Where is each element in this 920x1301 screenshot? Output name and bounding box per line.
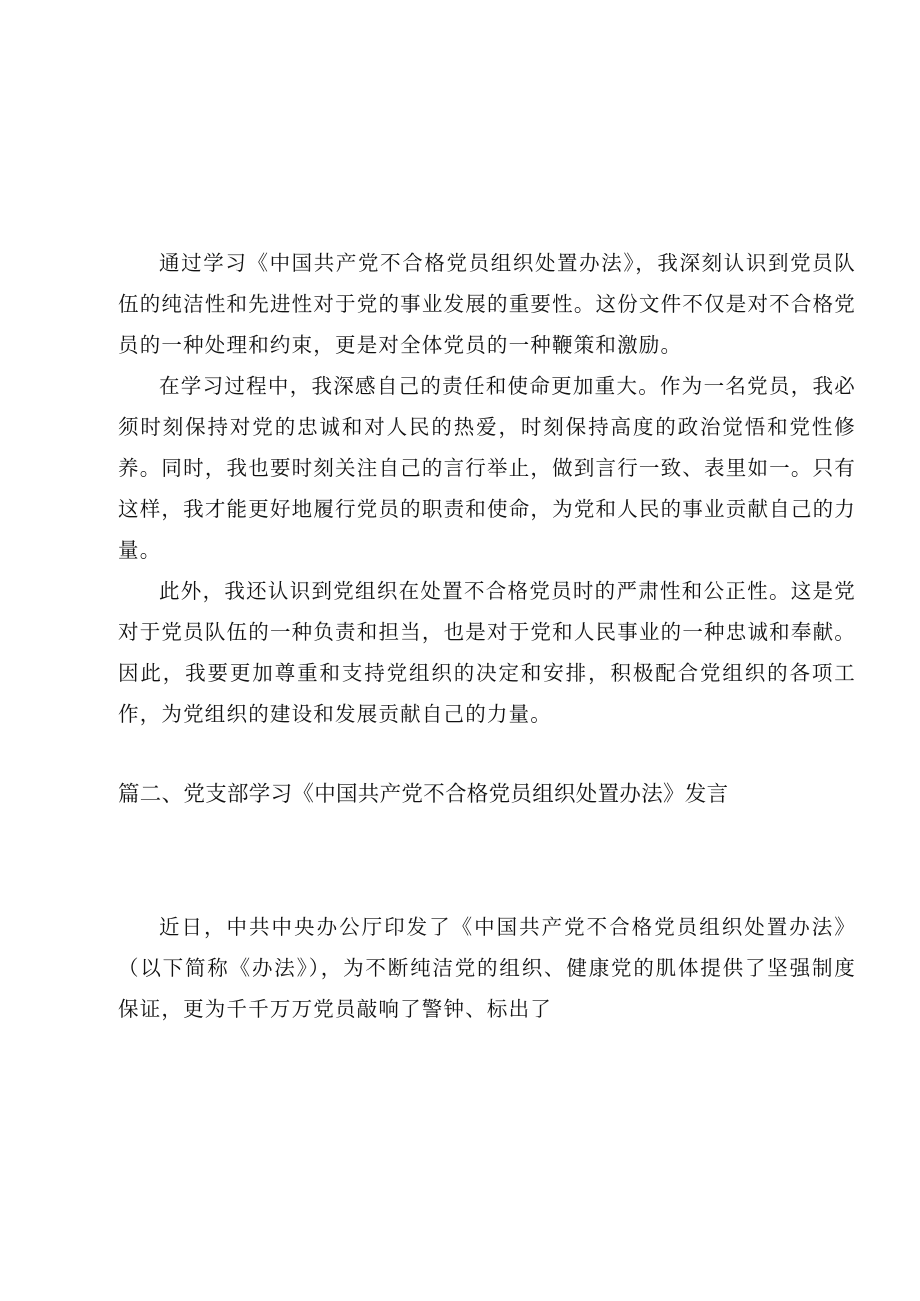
section-two-paragraph-1: 近日，中共中央办公厅印发了《中国共产党不合格党员组织处置办法》（以下简称《办法》），为不断纯洁党的组织、健康党的肌体提供了坚强制度保证，更为千千万万党员敲响了警钟、标出了 bbox=[118, 915, 856, 1021]
section-two-heading: 篇二、党支部学习《中国共产党不合格党员组织处置办法》发言 bbox=[118, 782, 729, 807]
section-one-paragraph-1: 通过学习《中国共产党不合格党员组织处置办法》，我深刻认识到党员队伍的纯洁性和先进性对于党的事业发展的重要性。这份文件不仅是对不合格党员的一种处理和约束，更是对全体党员的一种鞭策和激励。 bbox=[118, 251, 856, 357]
section-one-paragraph-2: 在学习过程中，我深感自己的责任和使命更加重大。作为一名党员，我必须时刻保持对党的忠诚和对人民的热爱，时刻保持高度的政治觉悟和党性修养。同时，我也要时刻关注自己的言行举止，做到言行一致、表里如一。只有这样，我才能更好地履行党员的职责和使命，为党和人民的事业贡献自己的力量。 bbox=[118, 374, 856, 562]
section-one-paragraph-3: 此外，我还认识到党组织在处置不合格党员时的严肃性和公正性。这是党对于党员队伍的一种负责和担当，也是对于党和人民事业的一种忠诚和奉献。因此，我要更加尊重和支持党组织的决定和安排，积极配合党组织的各项工作，为党组织的建设和发展贡献自己的力量。 bbox=[118, 579, 856, 726]
section-one-body bbox=[118, 243, 856, 735]
section-two-body bbox=[118, 907, 856, 1030]
